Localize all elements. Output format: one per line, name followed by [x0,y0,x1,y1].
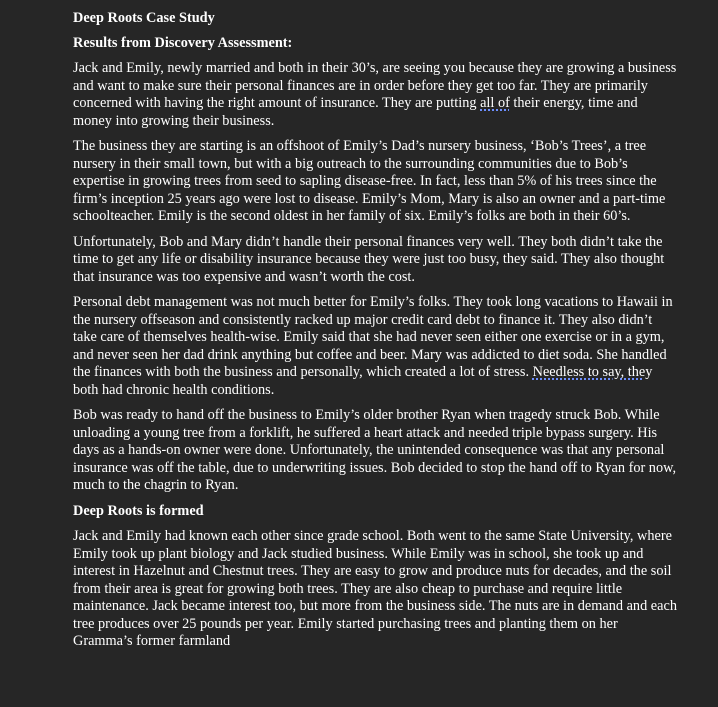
paragraph-intro [73,60,678,130]
paragraph-deep-roots-formed: Jack and Emily had known each other since grade school. Both went to the same State University, where Emily took up plant biology and Jack studied business. While Emily was in school, she took up and interest in Hazelnut and Chestnut trees. They are easy to grow and produce nuts for decades, and the soil from their area is great for growing both trees. They are also cheap to purchase and require little maintenance. Jack became interest too, but more from the business side. The nuts are in demand and each tree produces over 25 pounds per year. Emily started purchasing trees and planting them on her Gramma’s former farmland [73,528,677,649]
paragraph-intro-text: Jack and Emily, newly married and both in their 30’s, are seeing you because they are growing a business and want to make sure their personal finances are in order before they get too far. They are primarily concerned with having the right amount of insurance. They are putting [73,60,677,111]
grammar-flag-all-of[interactable]: all of [480,95,510,111]
document-title: Deep Roots Case Study [73,10,215,26]
paragraph-debt-management [73,294,678,399]
section-heading-discovery: Results from Discovery Assessment: [73,34,293,51]
grammar-flag-needless-to-say[interactable]: Needless to say, they [532,364,653,380]
paragraph-intro-text-end: their energy, time and money into growing their business. [73,95,638,129]
paragraph-parents-finances: Unfortunately, Bob and Mary didn’t handle their personal finances very well. They both didn’t take the time to get any life or disability insurance because they were just too busy, they said. They also thought that insurance was too expensive and wasn’t worth the cost. [73,233,665,285]
paragraph-debt-text: Personal debt management was not much better for Emily’s folks. They took long vacations to Hawaii in the nursery offseason and consistently racked up major credit card debt to finance it. They also didn’t take care of themselves health-wise. Emily said that she had never seen either one exercise or in a gym, and never seen her dad drink anything but coffee and beer. Mary was addicted to diet soda. She handled the finances with both the business and personally, which created a lot of stress. [73,294,673,380]
paragraph-debt-text-end: both had chronic health conditions. [73,381,275,398]
section-heading-deep-roots: Deep Roots is formed [73,502,204,519]
paragraph-bobs-trees: The business they are starting is an offshoot of Emily’s Dad’s nursery business, ‘Bob’s Trees’, a tree nursery in their small town, but with a big outreach to the surrounding communities due to Bob’s expertise in growing trees from seed to sapling disease-free. In fact, less than 5% of his trees since the firm’s inception 25 years ago were lost to disease. Emily’s Mom, Mary is also an owner and a part-time schoolteacher. Emily is the second oldest in her family of six. Emily’s folks are both in their 60’s. [73,138,666,224]
paragraph-handoff: Bob was ready to hand off the business to Emily’s older brother Ryan when tragedy struck Bob. While unloading a young tree from a forklift, he suffered a heart attack and needed triple bypass surgery. His days as a hands-on owner were done. Unfortunately, the unintended consequence was that any personal insurance was off the table, due to underwriting issues. Bob decided to stop the hand off to Ryan for now, much to the chagrin to Ryan. [73,407,677,493]
